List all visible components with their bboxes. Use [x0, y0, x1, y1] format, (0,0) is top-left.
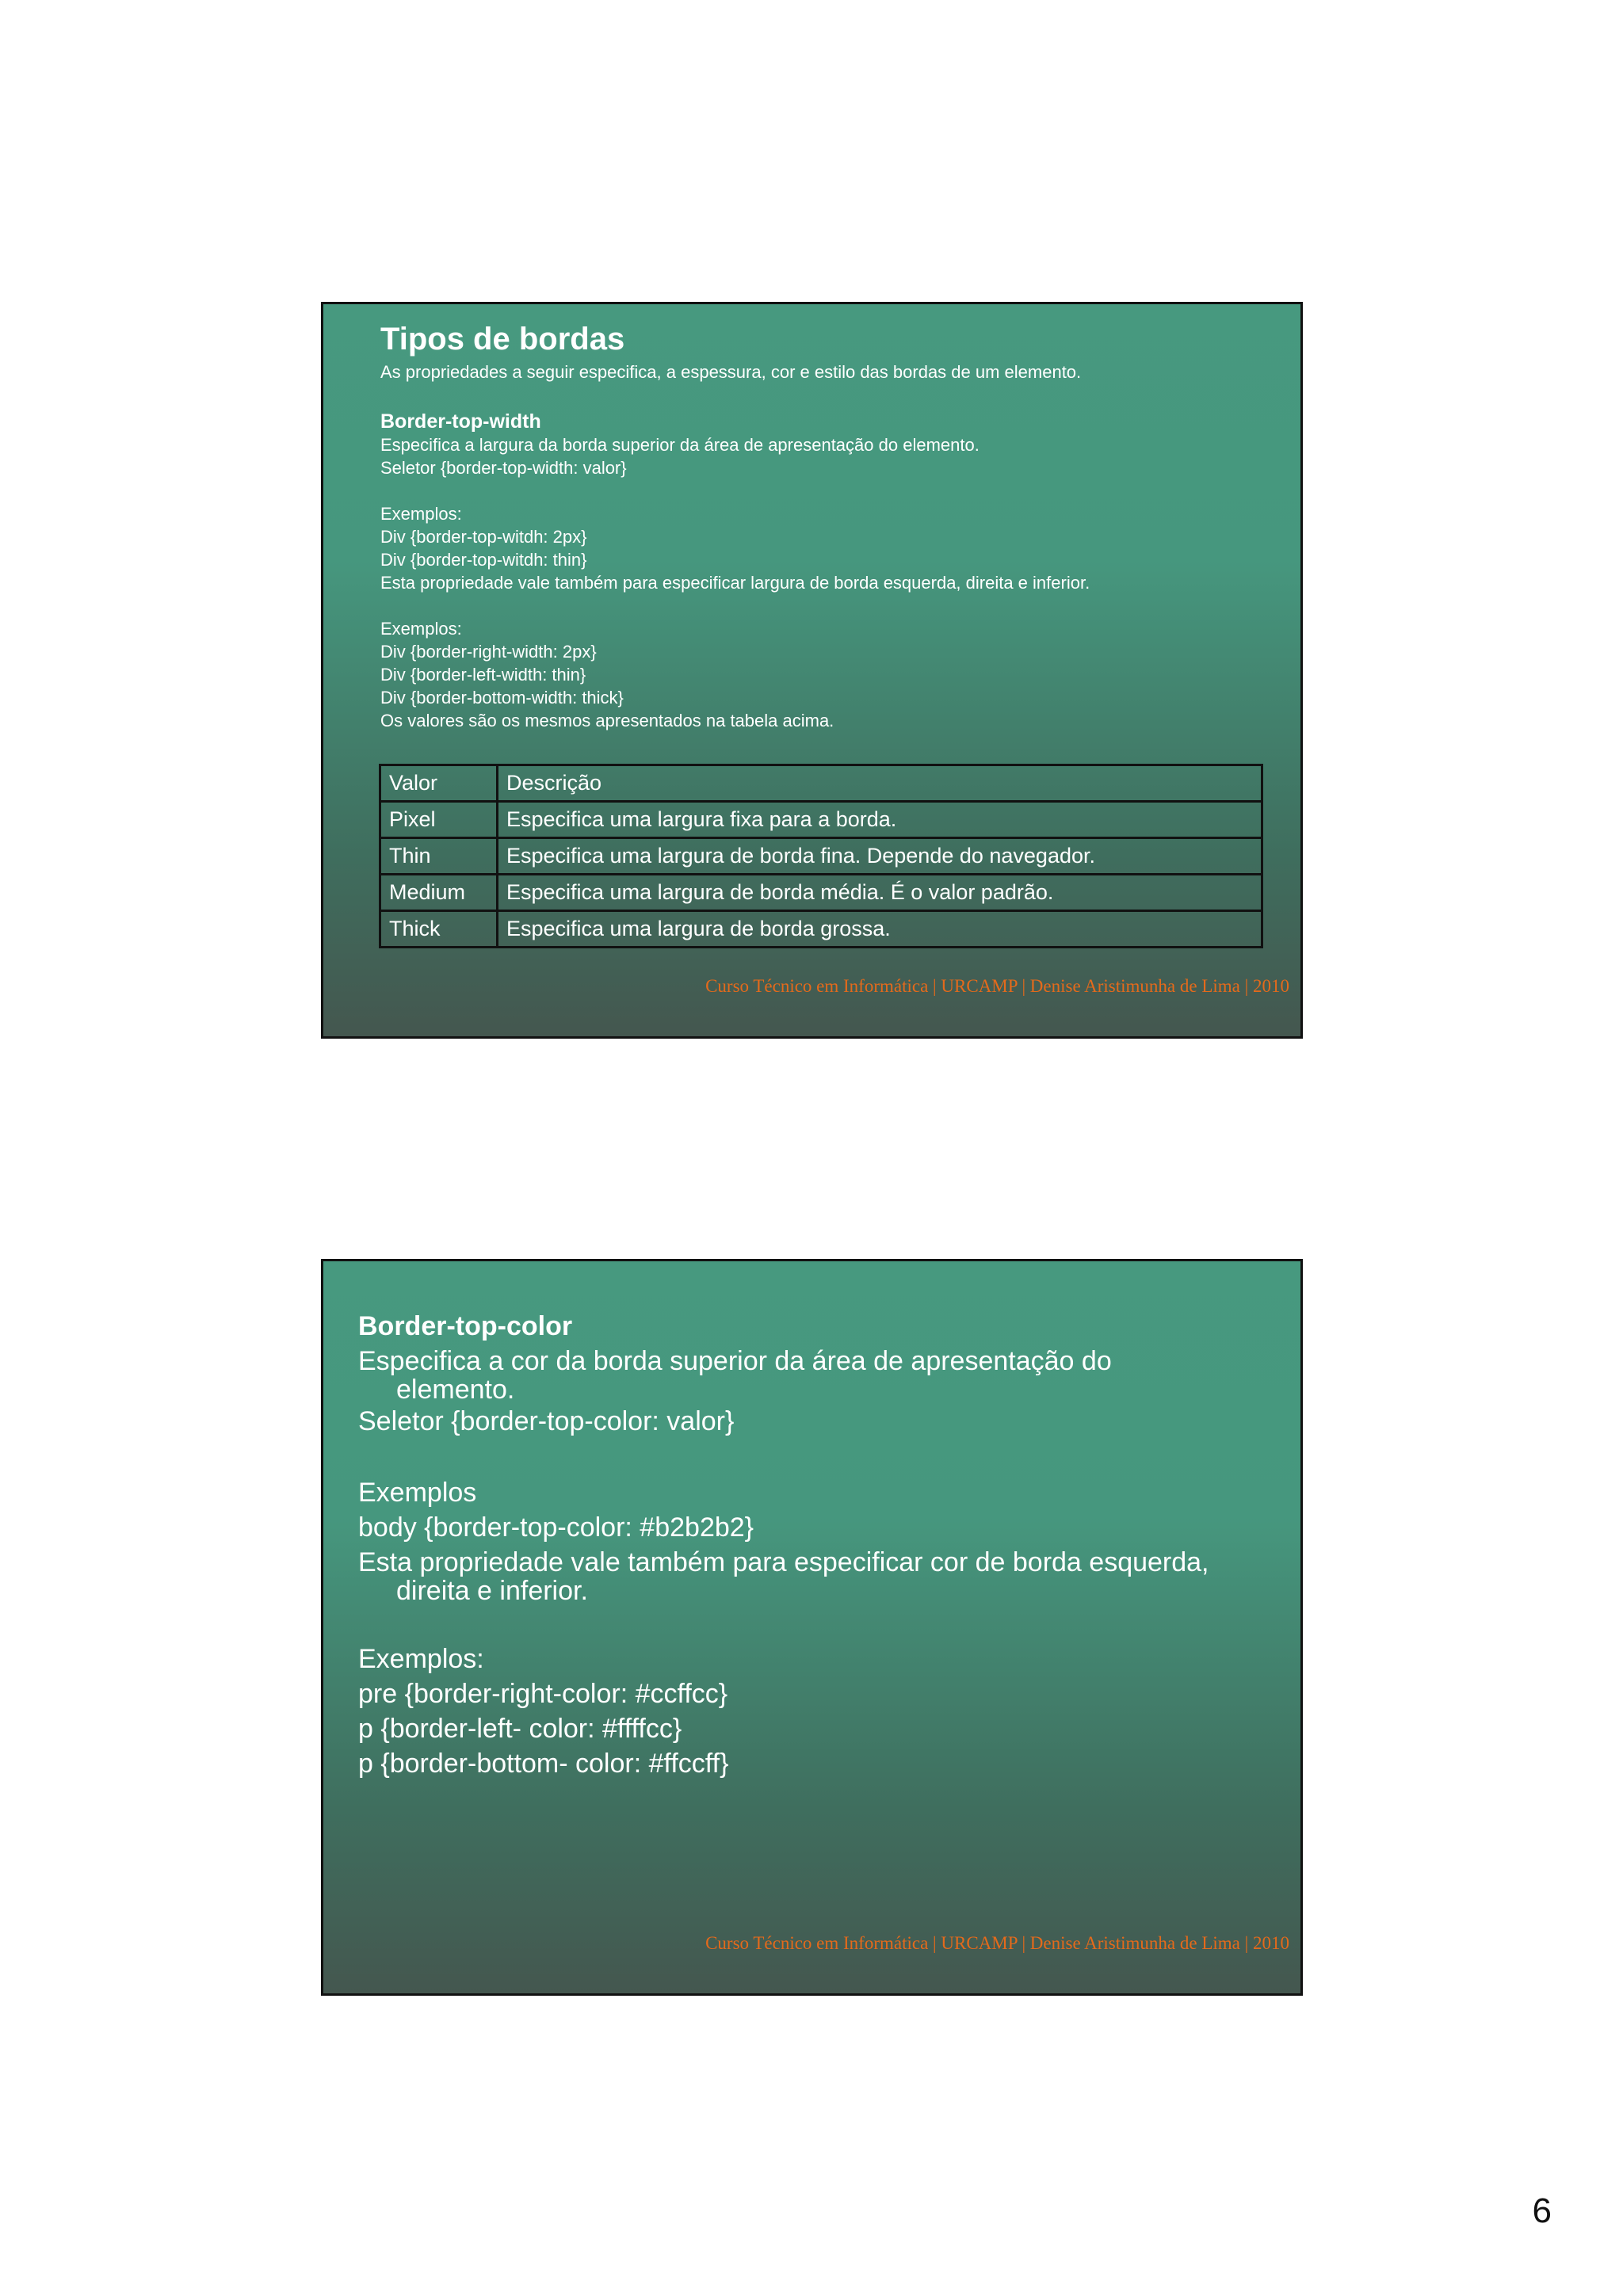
- body-line: Div {border-top-witdh: 2px}: [380, 527, 587, 547]
- body-line: Div {border-right-width: 2px}: [380, 642, 597, 662]
- table-cell: Thick: [380, 911, 498, 948]
- body-line: Especifica a largura da borda superior da área de apresentação do elemento.: [380, 435, 980, 455]
- table-cell: Medium: [380, 875, 498, 911]
- body-line: Esta propriedade vale também para especificar largura de borda esquerda, direita e inferior.: [380, 573, 1090, 593]
- body-line: Esta propriedade vale também para especificar cor de borda esquerda,: [358, 1547, 1209, 1577]
- slide-title: Tipos de bordas: [380, 322, 625, 357]
- body-line: p {border-left- color: #ffffcc}: [358, 1714, 682, 1744]
- body-line: Exemplos:: [358, 1644, 484, 1674]
- body-line: body {border-top-color: #b2b2b2}: [358, 1512, 754, 1543]
- table-header-cell: Valor: [380, 765, 498, 802]
- table-cell: Especifica uma largura de borda fina. Depende do navegador.: [498, 838, 1262, 875]
- body-line: Exemplos:: [380, 619, 462, 639]
- body-spacer: [358, 1605, 1209, 1642]
- section-heading: Border-top-color: [358, 1311, 573, 1341]
- body-spacer: [380, 479, 1090, 502]
- table-cell: Especifica uma largura fixa para a borda.: [498, 802, 1262, 838]
- table-row: [380, 911, 1262, 948]
- table-cell: Pixel: [380, 802, 498, 838]
- body-line: Os valores são os mesmos apresentados na tabela acima.: [380, 711, 834, 730]
- body-line: Div {border-top-witdh: thin}: [380, 550, 587, 570]
- body-spacer: [358, 1439, 1209, 1475]
- body-line: Especifica a cor da borda superior da área de apresentação do: [358, 1346, 1112, 1376]
- slide-subtitle: As propriedades a seguir especifica, a espessura, cor e estilo das bordas de um elemento.: [380, 362, 1082, 382]
- table-row: [380, 875, 1262, 911]
- table-cell: Thin: [380, 838, 498, 875]
- slide-tipos-de-bordas: [321, 302, 1303, 1039]
- slide-footer: Curso Técnico em Informática | URCAMP | Denise Aristimunha de Lima | 2010: [705, 976, 1289, 996]
- table-header-row: [380, 765, 1262, 802]
- body-line-continuation: direita e inferior.: [396, 1576, 588, 1606]
- table-cell: Especifica uma largura de borda média. É o valor padrão.: [498, 875, 1262, 911]
- table-row: [380, 838, 1262, 875]
- body-line: p {border-bottom- color: #ffccff}: [358, 1749, 729, 1779]
- slide-border-top-color: [321, 1259, 1303, 1996]
- slide-body: [380, 410, 1090, 732]
- slide-footer: Curso Técnico em Informática | URCAMP | Denise Aristimunha de Lima | 2010: [705, 1933, 1289, 1953]
- body-line-continuation: elemento.: [396, 1375, 515, 1405]
- body-line: Exemplos:: [380, 504, 462, 524]
- body-line: Div {border-bottom-width: thick}: [380, 688, 624, 707]
- border-width-table: [379, 764, 1263, 948]
- section-heading: Border-top-width: [380, 410, 541, 433]
- body-line: pre {border-right-color: #ccffcc}: [358, 1679, 728, 1709]
- body-line: Seletor {border-top-color: valor}: [358, 1406, 735, 1436]
- body-line: Div {border-left-width: thin}: [380, 665, 586, 685]
- table-cell: Especifica uma largura de borda grossa.: [498, 911, 1262, 948]
- slide-body: [358, 1309, 1209, 1781]
- page-number: 6: [1532, 2191, 1552, 2230]
- body-line: Seletor {border-top-width: valor}: [380, 458, 627, 478]
- body-spacer: [380, 594, 1090, 617]
- table-header-cell: Descrição: [498, 765, 1262, 802]
- body-line: Exemplos: [358, 1478, 477, 1508]
- table-row: [380, 802, 1262, 838]
